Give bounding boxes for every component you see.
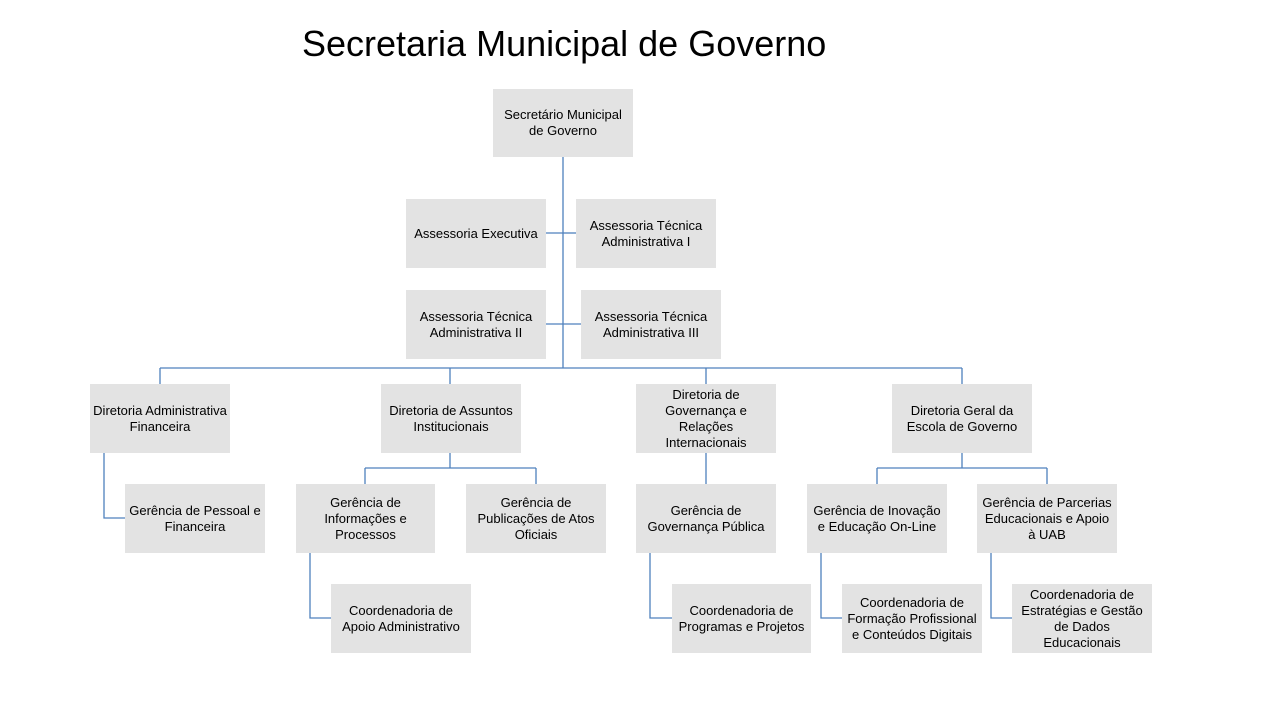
connector-coord-formacao <box>821 553 842 618</box>
node-coord-estrategias: Coordenadoria de Estratégias e Gestão de Dados Educacionais <box>1012 584 1152 653</box>
page-title: Secretaria Municipal de Governo <box>302 23 827 64</box>
node-diretoria-assuntos-inst: Diretoria de Assuntos Institucionais <box>381 384 521 453</box>
node-assessoria-tecnica-iii: Assessoria Técnica Administrativa III <box>581 290 721 359</box>
node-assessoria-executiva: Assessoria Executiva <box>406 199 546 268</box>
node-diretoria-adm-fin: Diretoria Administrativa Financeira <box>90 384 230 453</box>
connector-coord-programas <box>650 553 672 618</box>
node-gerencia-governanca-publica: Gerência de Governança Pública <box>636 484 776 553</box>
node-gerencia-pessoal: Gerência de Pessoal e Financeira <box>125 484 265 553</box>
node-secretario: Secretário Municipal de Governo <box>493 89 633 157</box>
node-assessoria-tecnica-i: Assessoria Técnica Administrativa I <box>576 199 716 268</box>
node-gerencia-informacoes: Gerência de Informações e Processos <box>296 484 435 553</box>
node-coord-formacao: Coordenadoria de Formação Profissional e Conteúdos Digitais <box>842 584 982 653</box>
node-diretoria-governanca: Diretoria de Governança e Relações Internacionais <box>636 384 776 453</box>
connector-coord-apoio <box>310 553 331 618</box>
connector-coord-estrategias <box>991 553 1012 618</box>
node-gerencia-parcerias: Gerência de Parcerias Educacionais e Apoio à UAB <box>977 484 1117 553</box>
node-coord-programas: Coordenadoria de Programas e Projetos <box>672 584 811 653</box>
connector-gerencia-pessoal <box>104 453 125 518</box>
node-gerencia-inovacao: Gerência de Inovação e Educação On-Line <box>807 484 947 553</box>
node-diretoria-escola: Diretoria Geral da Escola de Governo <box>892 384 1032 453</box>
node-assessoria-tecnica-ii: Assessoria Técnica Administrativa II <box>406 290 546 359</box>
node-coord-apoio-adm: Coordenadoria de Apoio Administrativo <box>331 584 471 653</box>
node-gerencia-publicacoes: Gerência de Publicações de Atos Oficiais <box>466 484 606 553</box>
